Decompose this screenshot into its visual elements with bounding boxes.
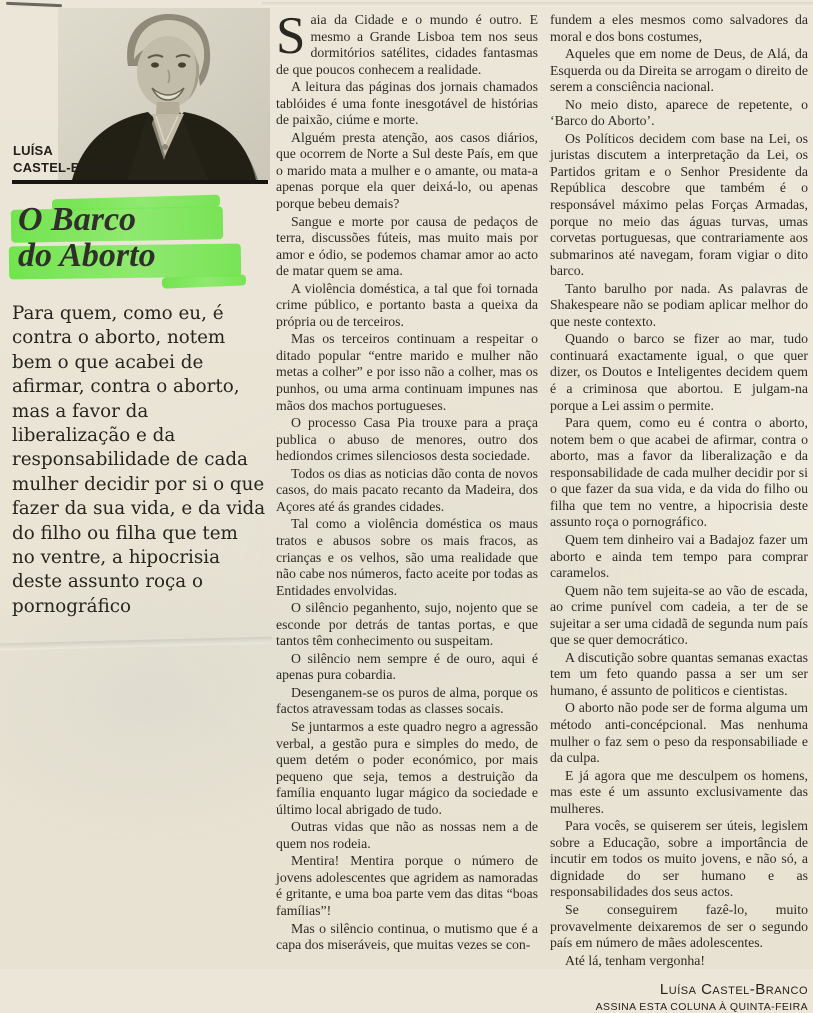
article-paragraph: A violência doméstica, a tal que foi tornada crime público, e portanto basta a queixa da própria ou de terceiros. xyxy=(276,280,538,329)
signature-name: Luísa Castel-Branco xyxy=(659,981,808,999)
headline-line2: do Aborto xyxy=(18,237,156,274)
article-paragraph: O silêncio nem sempre é de ouro, aqui é apenas pura cobardia. xyxy=(276,650,538,683)
signature-note: ASSINA ESTA COLUNA À QUINTA-FEIRA xyxy=(595,1001,808,1013)
article-paragraph: Alguém presta atenção, aos casos diários, que ocorrem de Norte a Sul deste País, em que o marido mata a mulher e o amante, ou mata-a apenas porque ela quer deixá-lo, ou apenas porque bebeu demais? xyxy=(276,129,538,212)
article-paragraph: Se conseguirem fazê-lo, muito provavelmente deixaremos de ser o segundo país em número de mães adolescentes. xyxy=(550,901,808,951)
article-column-2 xyxy=(550,12,808,1013)
lead-paragraph: Para quem, como eu, é contra o aborto, notem bem o que acabei de afirmar, contra o aborto, mas a favor da liberalização e da responsabilidade de cada mulher decidir por si o que fazer da sua vida, e da vida do filho ou filha que tem no ventre, a hipocrisia deste assunto roça o pornográfico xyxy=(12,303,266,617)
highlight-streak xyxy=(162,274,246,288)
article-paragraph: No meio disto, aparece de repetente, o ‘Barco do Aborto’. xyxy=(550,96,808,129)
article-paragraph-list-1 xyxy=(276,79,538,953)
article-paragraph: Para vocês, se quiserem ser úteis, legislem sobre a Educação, sobre a importância de incutir em todos os muito jovens, e não só, a dignidade do ser humano e as responsabilidades dos seus actos. xyxy=(550,818,808,900)
author-caption-line1: LUÍSA xyxy=(13,143,53,158)
article-paragraph: fundem a eles mesmos como salvadores da moral e dos bons costumes, xyxy=(550,12,808,44)
article-paragraph: A discutição sobre quantas semanas exactas tem um feto quando passa a ser um ser humano, é assunto de politicos e cientistas. xyxy=(550,649,808,698)
author-caption-line2: CASTEL-BRANCO xyxy=(13,160,129,175)
article-paragraph-list-2 xyxy=(550,12,808,969)
article-paragraph: Até lá, tenham vergonha! xyxy=(565,952,705,968)
article-paragraph: Mentira! Mentira porque o número de jovens adolescentes que agridem as namoradas é gritante, e uma boa parte vem das ditas “boas famílias”! xyxy=(276,853,538,918)
article-paragraph: Todos os dias as noticias dão conta de novos casos, do mais pacato recanto da Madeira, dos Açores até ás grandes cidades. xyxy=(276,465,538,514)
divider-rule xyxy=(12,180,268,184)
article-paragraph: Outras vidas que não as nossas nem a de quem nos rodeia. xyxy=(276,819,538,851)
article-column-1 xyxy=(276,7,538,963)
paper-crease-top xyxy=(262,2,813,7)
author-caption xyxy=(13,142,173,176)
article-paragraph: A leitura das páginas dos jornais chamados tablóides é uma fonte inesgotável de histórias de paixão, ciúme e morte. xyxy=(276,79,538,128)
article-paragraph: O aborto não pode ser de forma alguma um método anti-concépcional. Mas nenhuma mulher o faz sem o peso da responsabiliade e da culpa. xyxy=(550,700,808,766)
left-column xyxy=(10,6,268,963)
article-paragraph: O silêncio peganhento, sujo, nojento que se esconde por detrás de tantas portas, e que tantos têm conhecimento ou suspeitam. xyxy=(276,600,538,649)
article-paragraph: Mas o silêncio continua, o mutismo que é a capa dos miseráveis, que muitas vezes se con- xyxy=(276,920,538,953)
article-paragraph: Desenganem-se os puros de alma, porque os factos atravessam todas as classes socais. xyxy=(276,684,538,717)
article-paragraph: Aqueles que em nome de Deus, de Alá, da Esquerda ou da Direita se arrogam o direito de serem a consciência nacional. xyxy=(550,46,808,95)
article-paragraph: Tal como a violência doméstica os maus tratos e abusos sobre os mais fracos, as crianças e os velhos, são uma realidade que não cabe nos números, facto aceite por todas as Entidades envolvidas. xyxy=(276,516,538,598)
article-paragraph: Mas os terceiros continuam a respeitar o ditado popular “entre marido e mulher não metas a colher” e por isso não a colher, mas os punhos, ou uma arma continuam impunes nas mãos dos machos portugueses. xyxy=(276,331,538,413)
article-paragraph: Quem não tem sujeita-se ao vão de escada, ao crime punível com cadeia, a ter de se sujeitar a ser uma cidadã de segunda num país que se quer democrático. xyxy=(550,582,808,648)
article-paragraph: O processo Casa Pia trouxe para a praça publica o abuso de menores, outro dos hediondos crimes silenciosos desta sociedade. xyxy=(276,415,538,464)
article-paragraph: Quando o barco se fizer ao mar, tudo continuará exactamente igual, o que quer dizer, os Doutos e Inteligentes decidem quem é a criminosa que abortou. E julgam-na porque a Lei assim o permite. xyxy=(550,331,808,413)
article-paragraph-dropcap xyxy=(276,7,538,78)
article-paragraph: Os Políticos decidem com base na Lei, os juristas discutem a interpretação da Lei, os Partidos gritam e o Senhor Presidente da República descobre que também é o responsável máximo pelas Forças Armadas, porque no meio das águas turvas, umas corvetas portuguesas, que contrariamente aos submarinos até navegam, foram vigiar o dito barco. xyxy=(550,130,808,279)
headline xyxy=(14,202,254,297)
article-paragraph: E já agora que me desculpem os homens, mas este é um assunto exclusivamente das mulheres. xyxy=(550,767,808,816)
signature-block xyxy=(550,981,808,1013)
article-paragraph: Se juntarmos a este quadro negro a agressão verbal, a gestão pura e simples do medo, de quem detém o poder económico, por mais pequeno que seja, temos a destruição da família enquanto lugar mágico da sociedade e último local abrigado de tudo. xyxy=(276,718,538,817)
drop-cap: S xyxy=(276,7,306,65)
headline-line1: O Barco xyxy=(18,201,137,238)
article-paragraph-text: aia da Cidade e o mundo é outro. E mesmo a Grande Lisboa tem nos seus dormitórios satélites, cidades fantasmas de que poucos conhecem a realidade. xyxy=(276,12,538,77)
article-paragraph: Tanto barulho por nada. As palavras de Shakespeare não se podiam aplicar melhor do que neste contexto. xyxy=(550,280,808,329)
article-paragraph: Sangue e morte por causa de pedaços de terra, discussões fúteis, mas muito mais por amor e ódio, se podemos chamar amor ao acto de matar quem se ama. xyxy=(276,213,538,279)
article-paragraph: Para quem, como eu é contra o aborto, notem bem o que acabei de afirmar, contra o aborto, mas a favor da liberalização e da responsabilidade de cada mulher decidir por si o que fazer da sua vida, e da vida do filho ou filha que tem no ventre, a hipocrisia deste assunto roça o pornográfico. xyxy=(550,415,808,530)
article-paragraph: Quem tem dinheiro vai a Badajoz fazer um aborto e ainda tem tempo para comprar caramelos. xyxy=(550,531,808,581)
